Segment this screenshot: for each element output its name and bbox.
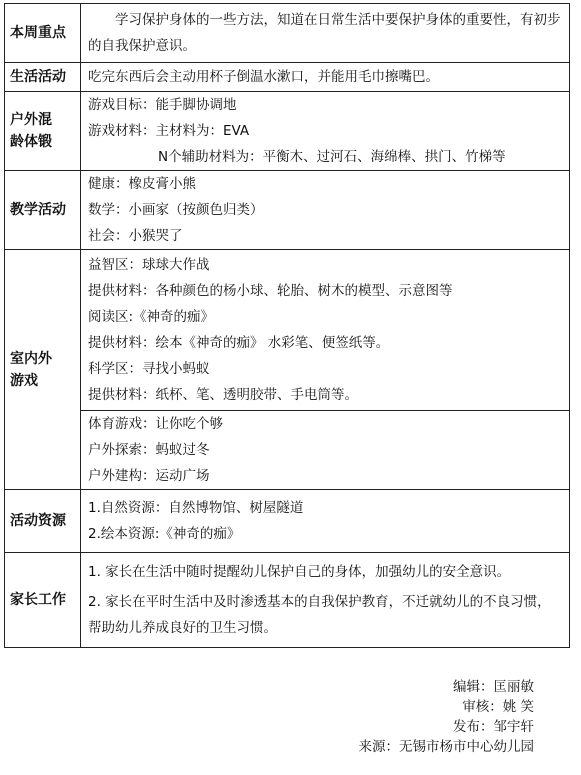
credits-block	[359, 677, 535, 757]
outdoor-row	[5, 92, 570, 171]
outdoor-heading-line1: 户外混	[10, 112, 52, 128]
outdoor-content	[81, 92, 570, 171]
teaching-heading: 教学活动	[5, 171, 81, 250]
parents-content	[81, 553, 570, 648]
resources-row	[5, 490, 570, 553]
indoor-outdoor-build: 户外建构：运动广场	[88, 468, 210, 484]
credit-source: 来源：无锡市杨市中心幼儿园	[358, 739, 534, 755]
indoor-heading-line2: 游戏	[10, 372, 38, 389]
outdoor-goal: 游戏目标：能手脚协调地	[88, 97, 237, 113]
credit-editor: 编辑：匡丽敏	[453, 679, 534, 695]
indoor-science-material: 提供材料：纸杯、笔、透明胶带、手电筒等。	[88, 387, 358, 403]
indoor-heading-line1: 室内外	[10, 350, 52, 367]
teaching-math: 数学：小画家（按颜色归类）	[88, 202, 264, 218]
indoor-block-1	[81, 250, 570, 411]
outdoor-material: 游戏材料：主材料为：EVA	[88, 123, 250, 139]
parents-heading: 家长工作	[5, 553, 81, 648]
indoor-science-area: 科学区：寻找小蚂蚁	[88, 361, 210, 377]
indoor-heading	[5, 250, 81, 490]
indoor-row-1	[5, 250, 570, 411]
teaching-row	[5, 171, 570, 250]
life-heading: 生活活动	[5, 63, 81, 92]
teaching-health: 健康：橡皮膏小熊	[88, 176, 196, 192]
outdoor-heading	[5, 92, 81, 171]
teaching-social: 社会：小猴哭了	[88, 228, 183, 244]
focus-content	[81, 4, 570, 63]
indoor-reading-area: 阅读区:《神奇的痂》	[88, 309, 215, 325]
parents-row	[5, 553, 570, 648]
indoor-puzzle-area: 益智区：球球大作战	[88, 257, 210, 273]
outdoor-aux-material: N个辅助材料为：平衡木、过河石、海绵棒、拱门、竹梯等	[158, 149, 506, 165]
resources-heading: 活动资源	[5, 490, 81, 553]
life-content	[81, 63, 570, 92]
indoor-sports-game: 体育游戏：让你吃个够	[88, 416, 223, 432]
life-text: 吃完东西后会主动用杯子倒温水漱口，并能用毛巾擦嘴巴。	[88, 69, 439, 85]
credit-reviewer: 审核：姚 笑	[462, 699, 534, 715]
resources-content	[81, 490, 570, 553]
indoor-puzzle-material: 提供材料：各种颜色的杨小球、轮胎、树木的模型、示意图等	[88, 283, 453, 299]
parents-item-2: 2. 家长在平时生活中及时渗透基本的自我保护教育，不迁就幼儿的不良习惯，帮助幼儿养成良好的卫生习惯。	[88, 594, 551, 636]
indoor-row-2	[5, 411, 570, 490]
resources-picturebook: 2.绘本资源:《神奇的痂》	[88, 526, 241, 542]
life-row	[5, 63, 570, 92]
indoor-block-2	[81, 411, 570, 490]
credit-publisher: 发布：邹宇轩	[453, 719, 534, 735]
resources-nature: 1.自然资源：自然博物馆、树屋隧道	[88, 500, 304, 516]
indoor-outdoor-explore: 户外探索：蚂蚁过冬	[88, 442, 210, 458]
focus-heading: 本周重点	[5, 4, 81, 63]
focus-row	[5, 4, 570, 63]
outdoor-heading-line2: 龄体锻	[10, 134, 52, 150]
indoor-reading-material: 提供材料：绘本《神奇的痂》 水彩笔、便签纸等。	[88, 335, 390, 351]
parents-item-1: 1. 家长在生活中随时提醒幼儿保护自己的身体，加强幼儿的安全意识。	[88, 564, 511, 580]
focus-text: 学习保护身体的一些方法，知道在日常生活中要保护身体的重要性，有初步的自我保护意识。	[88, 12, 561, 54]
teaching-content	[81, 171, 570, 250]
weekly-plan-table	[4, 3, 570, 648]
